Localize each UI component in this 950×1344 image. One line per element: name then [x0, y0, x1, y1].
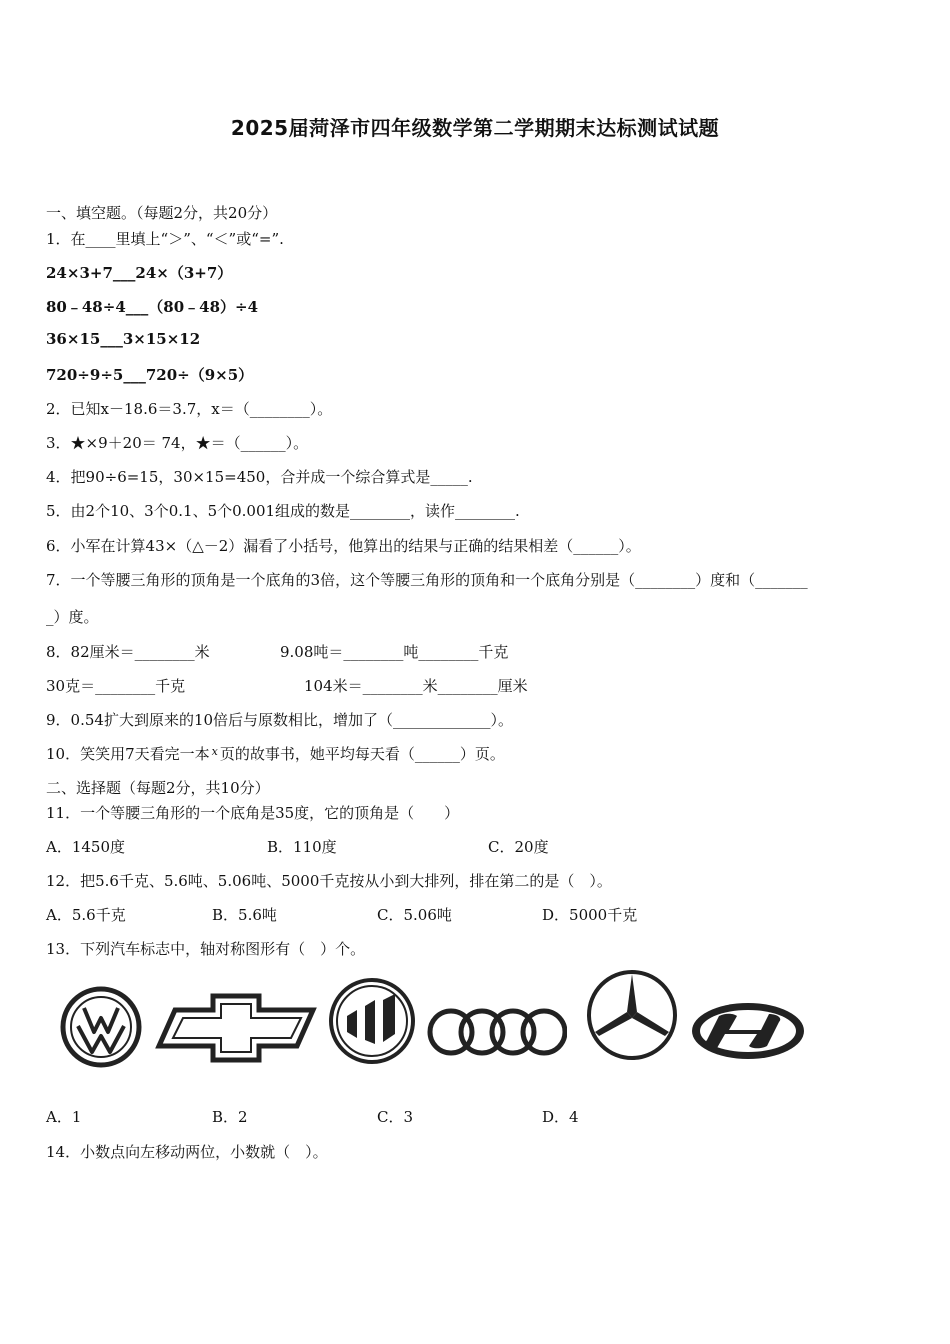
question-10 — [46, 743, 505, 764]
car-logos-figure — [55, 968, 815, 1068]
q10-text-start: 10．笑笑用7天看完一本 — [46, 745, 210, 763]
question-13: 13．下列汽车标志中，轴对称图形有（ ）个。 — [46, 940, 366, 958]
question-6: 6．小军在计算43×（△－2）漏看了小括号，他算出的结果与正确的结果相差（______）。 — [46, 537, 641, 555]
q1-item-3: 36×15___3×15×12 — [46, 330, 201, 348]
q11-option-c: C．20度 — [488, 838, 549, 856]
q12-option-b: B．5.6吨 — [212, 906, 277, 924]
question-14: 14．小数点向左移动两位，小数就（ ）。 — [46, 1143, 328, 1161]
page-title: 2025届菏泽市四年级数学第二学期期末达标测试试题 — [230, 116, 720, 140]
question-5: 5．由2个10、3个0.1、5个0.001组成的数是________，读作________. — [46, 502, 520, 520]
q1-item-1: 24×3+7___24×（3+7） — [46, 264, 233, 282]
question-4: 4．把90÷6=15，30×15=450，合并成一个综合算式是_____. — [46, 468, 473, 486]
mercedes-logo — [585, 968, 679, 1062]
question-1: 1．在____里填上“＞”、“＜”或“=”. — [46, 230, 284, 248]
question-7-line-1: 7．一个等腰三角形的顶角是一个底角的3倍，这个等腰三角形的顶角和一个底角分别是（________）度和（_______ — [46, 571, 808, 589]
q13-option-c: C．3 — [377, 1108, 414, 1126]
question-8-part-a: 8．82厘米＝________米 — [46, 643, 210, 661]
question-11: 11．一个等腰三角形的一个底角是35度，它的顶角是（ ） — [46, 804, 460, 822]
q13-option-b: B．2 — [212, 1108, 248, 1126]
q1-item-4: 720÷9÷5___720÷（9×5） — [46, 366, 254, 384]
question-12: 12．把5.6千克、5.6吨、5.06吨、5000千克按从小到大排列，排在第二的是（ ）。 — [46, 872, 612, 890]
q12-option-d: D．5000千克 — [542, 906, 638, 924]
q10-text-end: 页的故事书，她平均每天看（______）页。 — [219, 745, 505, 763]
question-9: 9．0.54扩大到原来的10倍后与原数相比，增加了（_____________）。 — [46, 711, 514, 729]
q12-option-c: C．5.06吨 — [377, 906, 452, 924]
section2-heading: 二、选择题（每题2分，共10分） — [46, 779, 270, 797]
q11-option-a: A．1450度 — [46, 838, 126, 856]
q13-option-a: A．1 — [46, 1108, 82, 1126]
question-8-part-c: 30克＝________千克 — [46, 677, 186, 695]
question-3: 3．★×9＋20＝ 74，★＝（______）。 — [46, 434, 309, 452]
volkswagen-logo — [60, 986, 142, 1068]
q1-item-2: 80﹣48÷4___（80﹣48）÷4 — [46, 298, 259, 316]
section1-heading: 一、填空题。（每题2分，共20分） — [46, 204, 278, 222]
question-8-part-b: 9.08吨＝________吨________千克 — [280, 643, 509, 661]
buick-logo — [327, 976, 417, 1066]
audi-logo — [427, 1004, 567, 1060]
question-2: 2．已知x－18.6＝3.7，x＝（________）。 — [46, 400, 333, 418]
chevrolet-logo — [155, 990, 317, 1066]
hyundai-logo — [689, 1000, 807, 1062]
question-7-line-2: _）度。 — [46, 608, 99, 626]
q13-option-d: D．4 — [542, 1108, 579, 1126]
question-8-part-d: 104米＝________米________厘米 — [304, 677, 528, 695]
q12-option-a: A．5.6千克 — [46, 906, 126, 924]
q10-variable-x: x — [211, 745, 218, 758]
q11-option-b: B．110度 — [267, 838, 337, 856]
